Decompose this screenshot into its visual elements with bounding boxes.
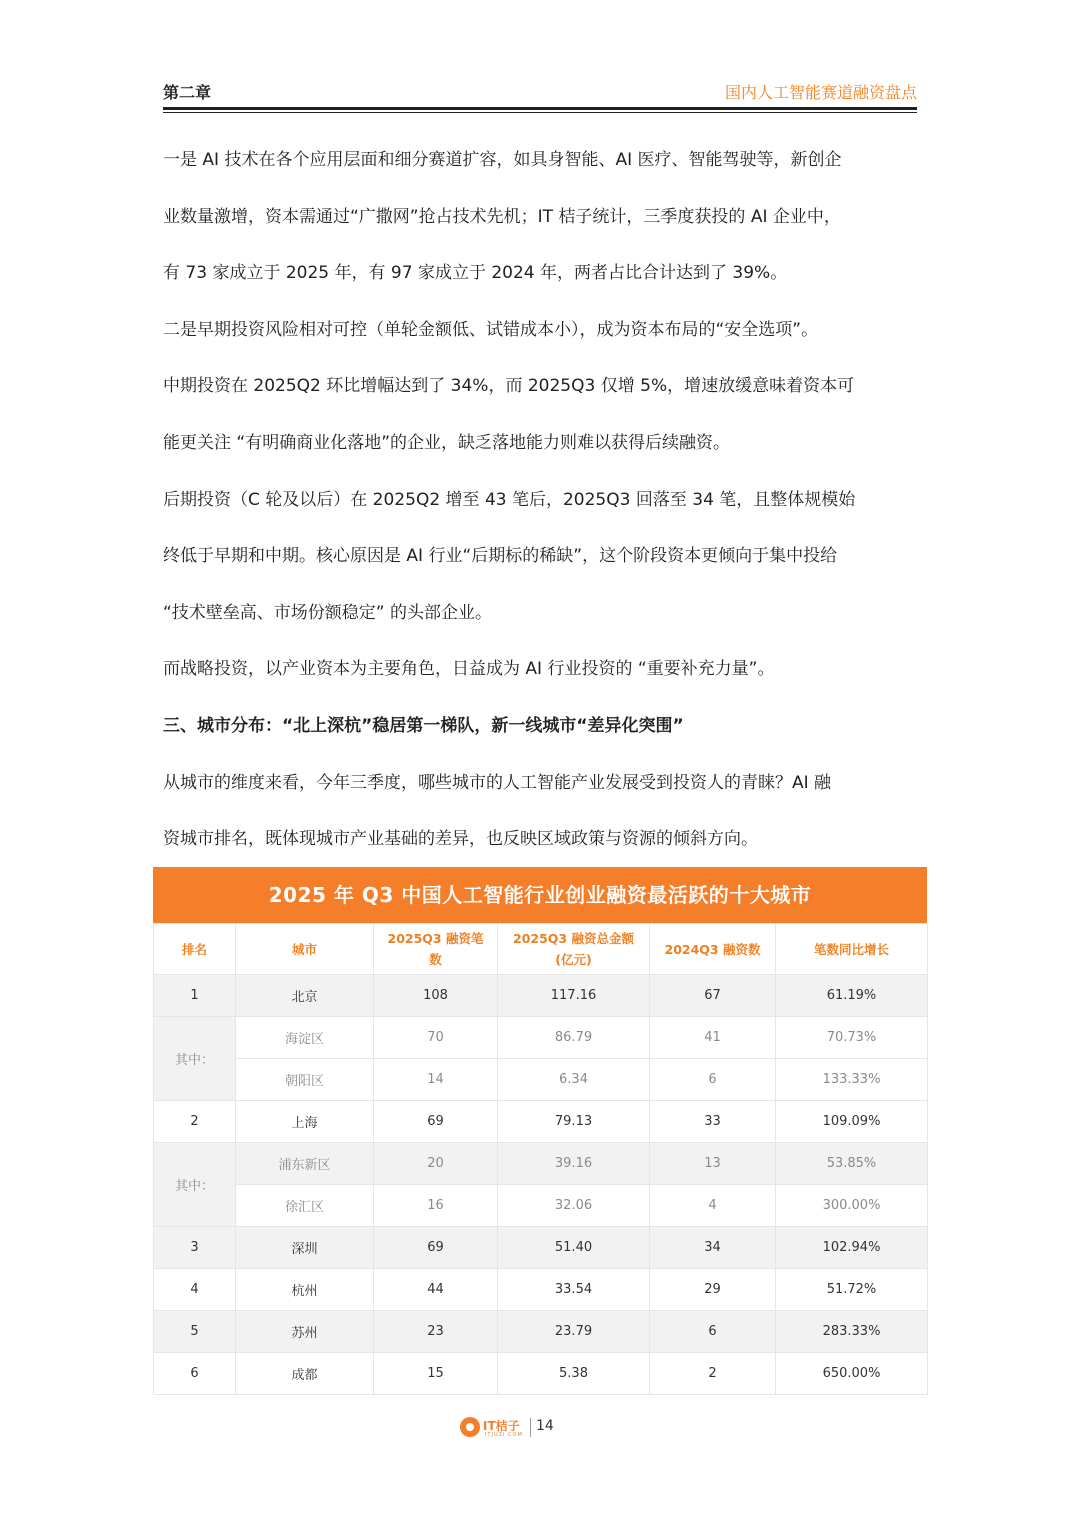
data-table xyxy=(153,923,928,1395)
cell-prev: 4 xyxy=(650,1185,776,1227)
cell-amount: 39.16 xyxy=(498,1143,650,1185)
cell-prev: 29 xyxy=(650,1269,776,1311)
cell-amount: 51.40 xyxy=(498,1227,650,1269)
header-growth: 笔数同比增长 xyxy=(776,924,928,975)
header-city: 城市 xyxy=(236,924,374,975)
cell-rank: 3 xyxy=(154,1227,236,1269)
cell-city: 徐汇区 xyxy=(236,1185,374,1227)
table-row xyxy=(154,1311,928,1353)
cell-growth: 300.00% xyxy=(776,1185,928,1227)
table-title: 2025 年 Q3 中国人工智能行业创业融资最活跃的十大城市 xyxy=(153,867,927,923)
cell-growth: 102.94% xyxy=(776,1227,928,1269)
header-rank: 排名 xyxy=(154,924,236,975)
paragraph-line: 资城市排名，既体现城市产业基础的差异，也反映区域政策与资源的倾斜方向。 xyxy=(163,829,758,850)
section-heading: 三、城市分布：“北上深杭”稳居第一梯队，新一线城市“差异化突围” xyxy=(163,715,684,736)
cell-count: 16 xyxy=(374,1185,498,1227)
cell-amount: 117.16 xyxy=(498,975,650,1017)
cell-prev: 13 xyxy=(650,1143,776,1185)
cell-city: 朝阳区 xyxy=(236,1059,374,1101)
cell-count: 23 xyxy=(374,1311,498,1353)
cell-rank: 1 xyxy=(154,975,236,1017)
cell-growth: 109.09% xyxy=(776,1101,928,1143)
table-row xyxy=(154,1059,928,1101)
cell-rank: 5 xyxy=(154,1311,236,1353)
cell-rank: 6 xyxy=(154,1353,236,1395)
cell-city: 成都 xyxy=(236,1353,374,1395)
cell-growth: 61.19% xyxy=(776,975,928,1017)
cell-count: 69 xyxy=(374,1227,498,1269)
table-row xyxy=(154,1101,928,1143)
paragraph-line: “技术壁垒高、市场份额稳定” 的头部企业。 xyxy=(163,602,493,623)
cell-city: 浦东新区 xyxy=(236,1143,374,1185)
cell-city: 上海 xyxy=(236,1101,374,1143)
cell-count: 69 xyxy=(374,1101,498,1143)
cell-growth: 51.72% xyxy=(776,1269,928,1311)
paragraph-line: 终低于早期和中期。核心原因是 AI 行业“后期标的稀缺”，这个阶段资本更倾向于集中投给 xyxy=(163,546,838,567)
table-row xyxy=(154,1353,928,1395)
cell-count: 14 xyxy=(374,1059,498,1101)
paragraph-line: 中期投资在 2025Q2 环比增幅达到了 34%，而 2025Q3 仅增 5%，增速放缓意味着资本可 xyxy=(163,376,855,397)
cell-amount: 32.06 xyxy=(498,1185,650,1227)
cell-amount: 23.79 xyxy=(498,1311,650,1353)
cell-amount: 86.79 xyxy=(498,1017,650,1059)
table-row xyxy=(154,1227,928,1269)
document-title: 国内人工智能赛道融资盘点 xyxy=(724,83,917,102)
footer-divider xyxy=(530,1418,531,1437)
cell-city: 深圳 xyxy=(236,1227,374,1269)
cell-prev: 2 xyxy=(650,1353,776,1395)
cell-growth: 283.33% xyxy=(776,1311,928,1353)
table-row xyxy=(154,1017,928,1059)
cell-count: 108 xyxy=(374,975,498,1017)
city-ranking-table xyxy=(153,867,927,1395)
cell-growth: 53.85% xyxy=(776,1143,928,1185)
cell-prev: 33 xyxy=(650,1101,776,1143)
table-row xyxy=(154,975,928,1017)
paragraph-line: 能更关注 “有明确商业化落地”的企业，缺乏落地能力则难以获得后续融资。 xyxy=(163,432,731,453)
body-text xyxy=(163,132,923,868)
header-rule-thin xyxy=(163,112,917,113)
header-count-2024: 2024Q3 融资数 xyxy=(650,924,776,975)
cell-prev: 6 xyxy=(650,1059,776,1101)
itjuzi-logo-icon xyxy=(460,1417,480,1437)
paragraph-line: 而战略投资，以产业资本为主要角色，日益成为 AI 行业投资的 “重要补充力量”。 xyxy=(163,659,775,680)
paragraph-line: 后期投资（C 轮及以后）在 2025Q2 增至 43 笔后，2025Q3 回落至 34 笔，且整体规模始 xyxy=(163,489,856,510)
logo-text: IT桔子 xyxy=(483,1419,520,1433)
cell-count: 15 xyxy=(374,1353,498,1395)
header-rule xyxy=(163,107,917,110)
cell-city: 苏州 xyxy=(236,1311,374,1353)
chapter-label: 第二章 xyxy=(163,83,212,102)
paragraph-line: 二是早期投资风险相对可控（单轮金额低、试错成本小），成为资本布局的“安全选项”。 xyxy=(163,319,819,340)
paragraph-line: 业数量激增，资本需通过“广撒网”抢占技术先机；IT 桔子统计，三季度获投的 AI 企业中， xyxy=(163,206,841,227)
paragraph-line: 有 73 家成立于 2025 年，有 97 家成立于 2024 年，两者占比合计达到了 39%。 xyxy=(163,263,788,284)
cell-count: 20 xyxy=(374,1143,498,1185)
cell-sub-label: 其中： xyxy=(154,1143,236,1227)
table-header-row xyxy=(154,924,928,975)
cell-prev: 34 xyxy=(650,1227,776,1269)
page-header xyxy=(163,80,917,104)
header-count-2025: 2025Q3 融资笔 数 xyxy=(374,924,498,975)
paragraph-line: 一是 AI 技术在各个应用层面和细分赛道扩容，如具身智能、AI 医疗、智能驾驶等，新创企 xyxy=(163,150,842,170)
table-row xyxy=(154,1269,928,1311)
cell-amount: 33.54 xyxy=(498,1269,650,1311)
table-row xyxy=(154,1143,928,1185)
logo-subtext: ITJUZI.COM xyxy=(485,1432,523,1438)
cell-city: 北京 xyxy=(236,975,374,1017)
table-row xyxy=(154,1185,928,1227)
cell-prev: 6 xyxy=(650,1311,776,1353)
cell-count: 44 xyxy=(374,1269,498,1311)
cell-growth: 133.33% xyxy=(776,1059,928,1101)
header-amount: 2025Q3 融资总金额 (亿元) xyxy=(498,924,650,975)
cell-growth: 70.73% xyxy=(776,1017,928,1059)
cell-growth: 650.00% xyxy=(776,1353,928,1395)
cell-rank: 4 xyxy=(154,1269,236,1311)
cell-amount: 79.13 xyxy=(498,1101,650,1143)
cell-sub-label: 其中： xyxy=(154,1017,236,1101)
cell-prev: 67 xyxy=(650,975,776,1017)
page-number: 14 xyxy=(536,1418,554,1434)
cell-rank: 2 xyxy=(154,1101,236,1143)
cell-city: 海淀区 xyxy=(236,1017,374,1059)
cell-city: 杭州 xyxy=(236,1269,374,1311)
cell-prev: 41 xyxy=(650,1017,776,1059)
cell-amount: 6.34 xyxy=(498,1059,650,1101)
paragraph-line: 从城市的维度来看，今年三季度，哪些城市的人工智能产业发展受到投资人的青睐？AI 融 xyxy=(163,772,832,793)
cell-amount: 5.38 xyxy=(498,1353,650,1395)
page-footer xyxy=(460,1415,620,1439)
cell-count: 70 xyxy=(374,1017,498,1059)
